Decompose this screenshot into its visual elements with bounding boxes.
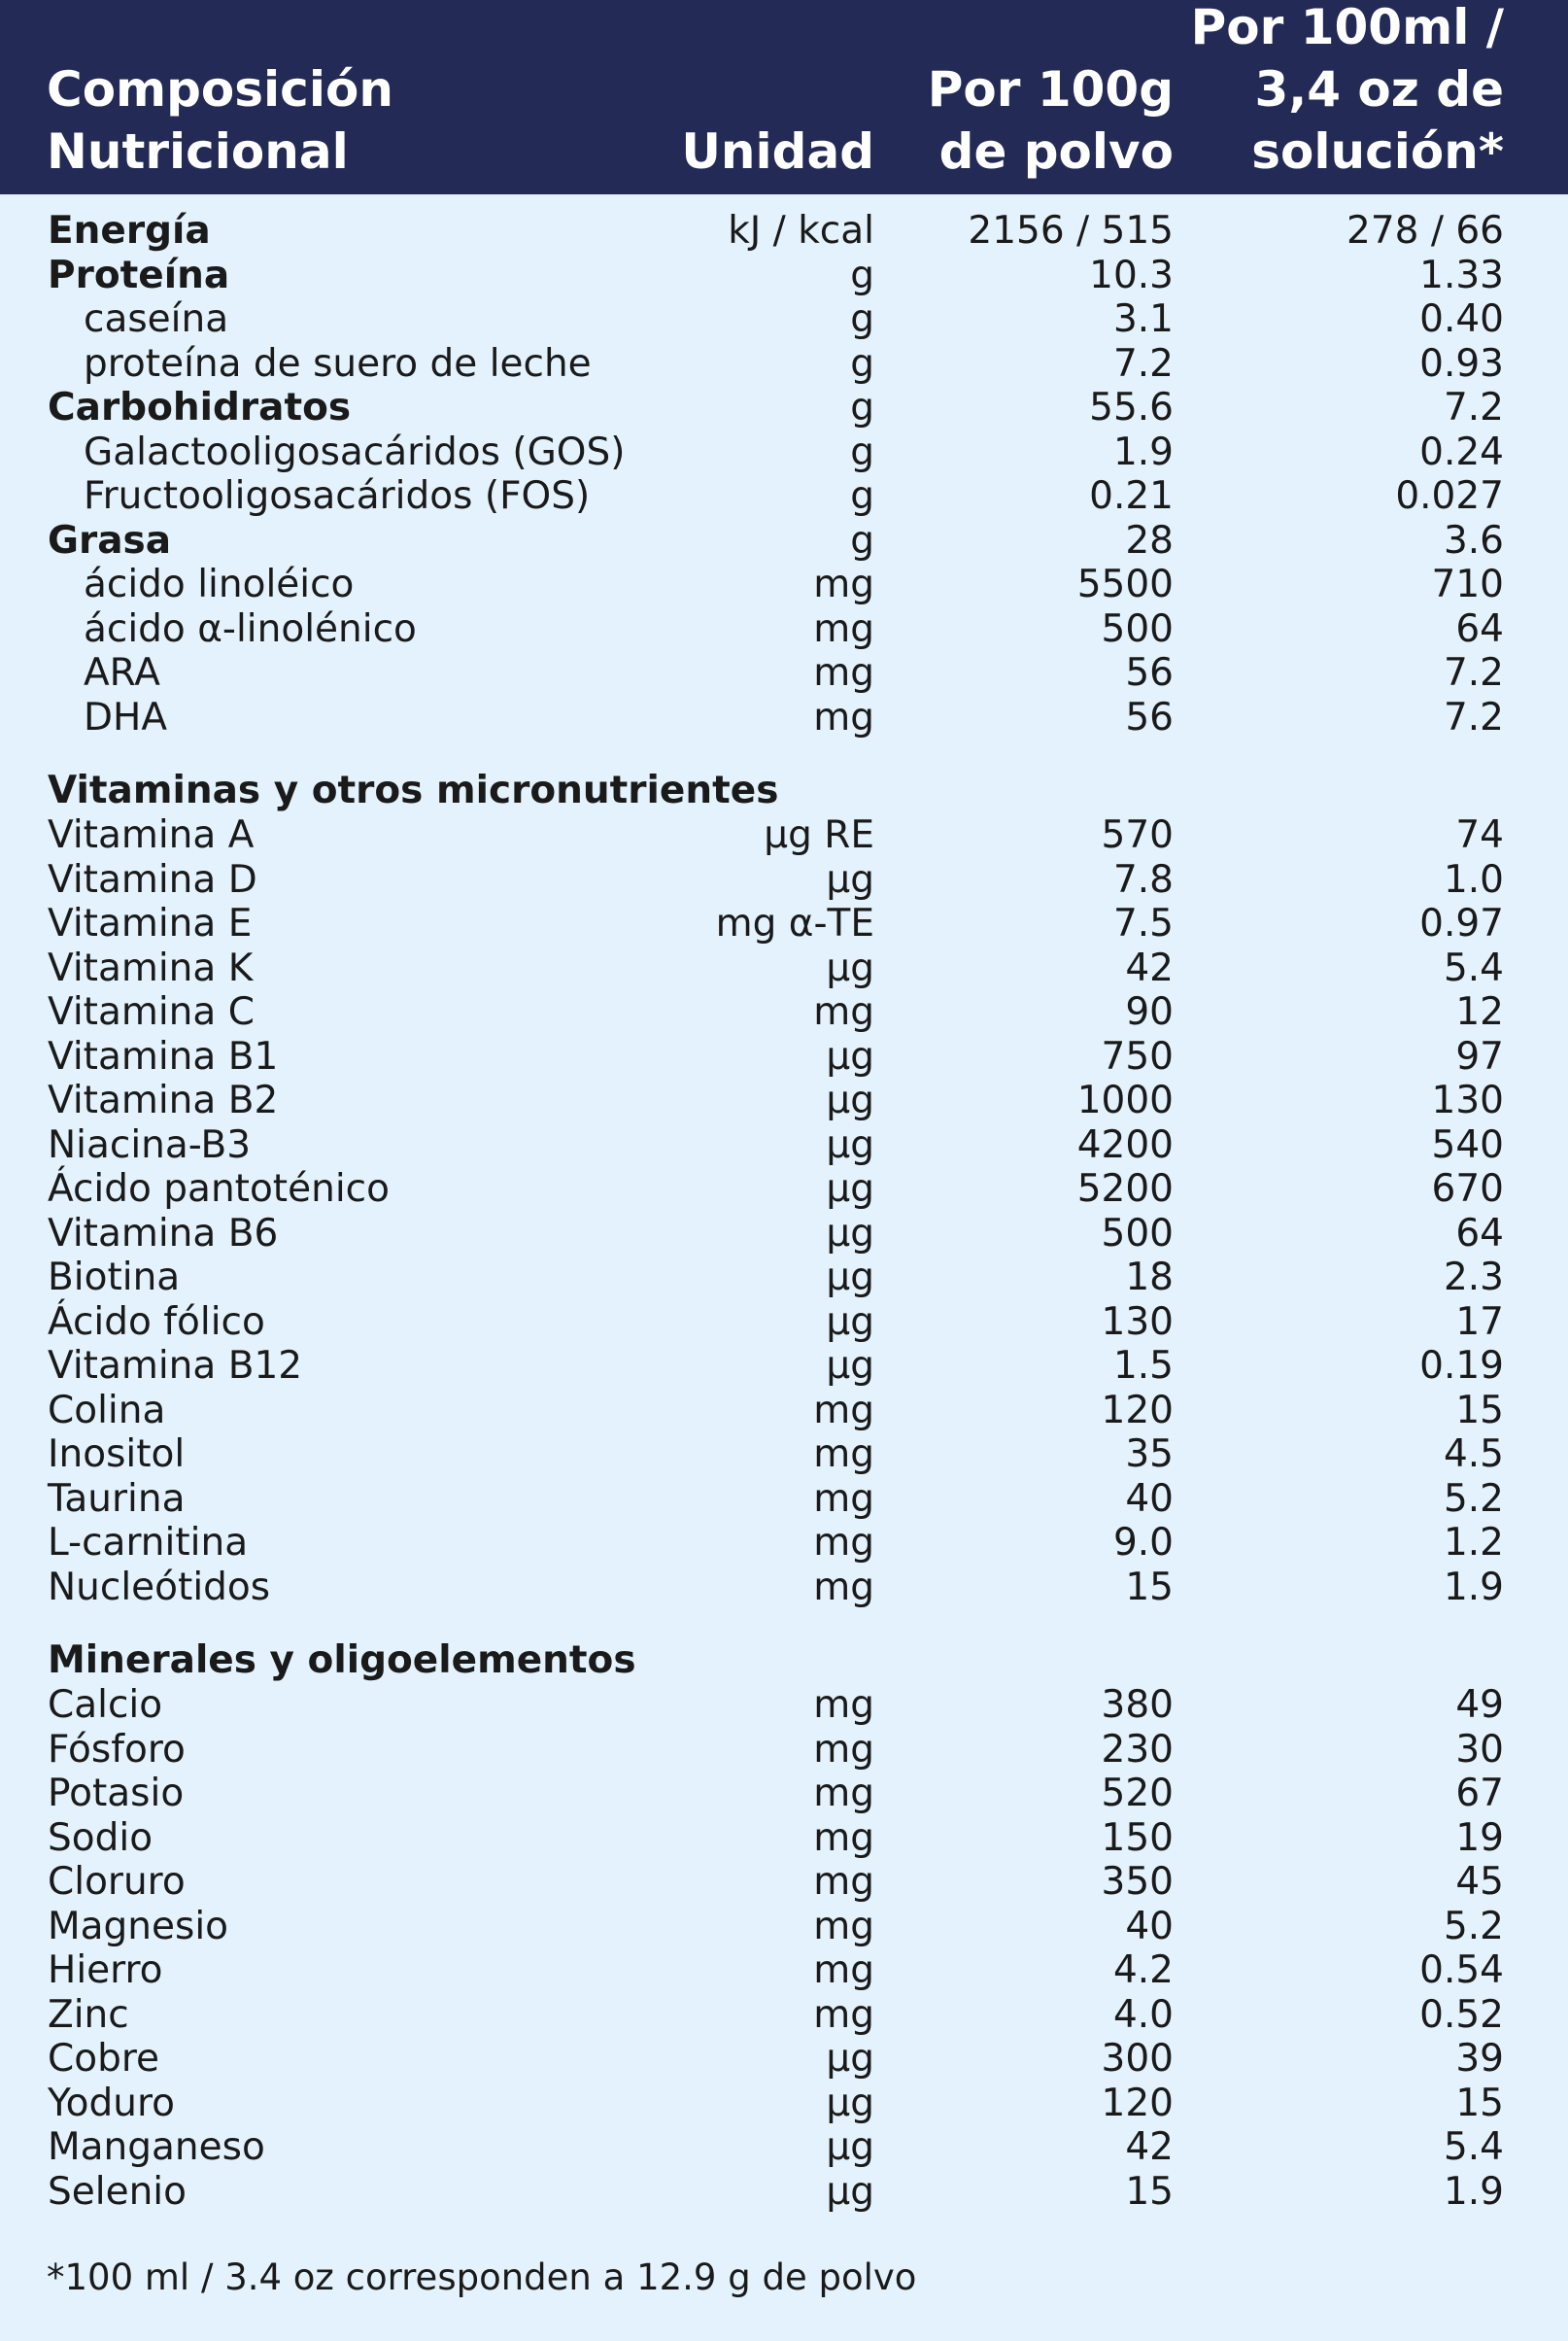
nutrient-name: Vitamina E [48,902,253,946]
table-row [0,1256,1568,1300]
nutrient-name: L-carnitina [48,1521,249,1565]
nutrient-unit: mg [813,695,874,740]
table-row [0,902,1568,947]
value-per-100g: 15 [1125,1565,1174,1609]
table-row [0,1993,1568,2038]
table-row [0,1905,1568,1949]
table-row [0,813,1568,858]
value-per-100g: 42 [1125,2125,1174,2169]
nutrient-name: Calcio [48,1683,163,1727]
nutrient-name: Magnesio [48,1904,229,1948]
value-per-100g: 380 [1101,1683,1174,1727]
nutrient-name: Taurina [48,1476,186,1521]
nutrient-unit: g [850,341,874,386]
nutrient-unit: mg [813,606,874,651]
nutrient-name: Vitamina B2 [48,1079,279,1122]
table-row [0,1683,1568,1728]
value-per-100g: 570 [1101,813,1174,857]
nutrient-unit: mg [813,1683,874,1727]
value-per-100ml: 1.9 [1443,2169,1504,2214]
nutrient-name: Galactooligosacáridos (GOS) [84,430,626,474]
table-row [0,342,1568,387]
nutrient-unit: mg [813,1815,874,1860]
value-per-100ml: 670 [1431,1167,1504,1211]
table-row [0,430,1568,475]
value-per-100ml: 49 [1455,1683,1504,1727]
value-per-100ml: 5.4 [1443,946,1504,990]
value-per-100ml: 12 [1455,990,1504,1034]
table-row [0,2170,1568,2215]
header-unit [681,120,874,183]
nutrient-unit: mg [813,1992,874,2037]
nutrient-unit: µg [826,2037,874,2081]
table-row [0,519,1568,564]
section-title-minerals [0,1638,1568,1683]
table-row [0,474,1568,519]
nutrient-unit: mg [813,1727,874,1772]
value-per-100g: 28 [1125,518,1174,563]
value-per-100g: 120 [1101,2081,1174,2125]
section-title-vitamins [0,769,1568,813]
table-header [0,0,1568,194]
table-row [0,1772,1568,1816]
footnote: *100 ml / 3.4 oz corresponden a 12.9 g de polvo [47,2256,917,2298]
value-per-100g: 4.0 [1112,1992,1174,2037]
nutrient-unit: µg [826,1299,874,1344]
value-per-100ml: 0.54 [1419,1948,1504,1992]
nutrition-table [0,209,1568,2214]
nutrient-unit: g [850,386,874,430]
nutrient-name: Niacina-B3 [48,1122,252,1167]
value-per-100ml: 64 [1455,606,1504,651]
table-row [0,563,1568,607]
value-per-100ml: 3.6 [1443,518,1504,563]
nutrient-unit: mg [813,990,874,1034]
value-per-100ml: 7.2 [1443,386,1504,430]
nutrient-unit: mg [813,1860,874,1904]
value-per-100ml: 5.2 [1443,1904,1504,1948]
nutrient-name: Grasa [48,518,172,563]
value-per-100ml: 0.52 [1419,1992,1504,2037]
table-row [0,947,1568,991]
table-row [0,1566,1568,1610]
value-per-100g: 500 [1101,606,1174,651]
value-per-100g: 7.8 [1112,857,1174,902]
nutrient-name: Vitamina B1 [48,1034,279,1079]
nutrient-name: Fósforo [48,1727,186,1772]
table-row [0,2082,1568,2126]
nutrient-name: Inositol [48,1432,186,1476]
nutrient-name: Hierro [48,1948,163,1992]
value-per-100g: 120 [1101,1388,1174,1432]
table-row [0,1123,1568,1168]
nutrient-unit: µg [826,1122,874,1167]
value-per-100ml: 1.9 [1443,1565,1504,1609]
value-per-100ml: 0.19 [1419,1344,1504,1388]
nutrient-unit: µg [826,2081,874,2125]
value-per-100g: 56 [1125,651,1174,695]
header-per-100g-line: Por 100g [927,61,1174,118]
table-row [0,386,1568,430]
value-per-100g: 3.1 [1112,297,1174,341]
nutrient-unit: µg [826,1167,874,1211]
table-row [0,607,1568,652]
table-row [0,1079,1568,1123]
value-per-100g: 10.3 [1089,253,1174,297]
table-row [0,1035,1568,1080]
nutrient-name: Zinc [48,1992,129,2037]
nutrient-name: Vitamina D [48,857,257,902]
value-per-100ml: 7.2 [1443,651,1504,695]
value-per-100g: 55.6 [1089,386,1174,430]
value-per-100ml: 0.40 [1419,297,1504,341]
value-per-100g: 15 [1125,2169,1174,2214]
nutrient-name: Ácido fólico [48,1299,265,1344]
table-row [0,1389,1568,1433]
nutrient-name: Vitamina A [48,813,255,857]
nutrient-unit: µg [826,1211,874,1256]
value-per-100ml: 5.2 [1443,1476,1504,1521]
value-per-100g: 40 [1125,1904,1174,1948]
table-row [0,1948,1568,1993]
table-row [0,254,1568,298]
value-per-100ml: 278 / 66 [1346,209,1504,253]
nutrient-unit: µg [826,946,874,990]
value-per-100ml: 5.4 [1443,2125,1504,2169]
table-row [0,858,1568,903]
macros-group [0,209,1568,740]
value-per-100g: 500 [1101,1211,1174,1256]
nutrient-name: Cobre [48,2037,160,2081]
nutrient-unit: µg [826,1079,874,1122]
nutrient-unit: µg [826,1034,874,1079]
value-per-100g: 1000 [1076,1079,1174,1122]
nutrient-name: Nucleótidos [48,1565,271,1609]
value-per-100ml: 0.97 [1419,902,1504,946]
value-per-100g: 42 [1125,946,1174,990]
value-per-100ml: 1.2 [1443,1521,1504,1565]
nutrient-unit: mg [813,1565,874,1609]
value-per-100ml: 39 [1455,2037,1504,2081]
nutrient-name: Cloruro [48,1860,186,1904]
header-per-100ml-line: solución* [1251,123,1504,180]
value-per-100ml: 15 [1455,1388,1504,1432]
nutrient-name: Vitamina B12 [48,1344,303,1388]
value-per-100g: 350 [1101,1860,1174,1904]
value-per-100g: 4200 [1076,1122,1174,1167]
value-per-100g: 1.9 [1112,430,1174,474]
value-per-100ml: 1.0 [1443,857,1504,902]
nutrient-name: Potasio [48,1772,185,1815]
value-per-100g: 5200 [1076,1167,1174,1211]
nutrient-unit: mg [813,1476,874,1521]
nutrient-name: Proteína [48,253,230,297]
value-per-100ml: 0.24 [1419,430,1504,474]
nutrient-unit: g [850,253,874,297]
value-per-100g: 35 [1125,1432,1174,1476]
value-per-100ml: 64 [1455,1211,1504,1256]
value-per-100ml: 67 [1455,1772,1504,1815]
table-row [0,1728,1568,1773]
nutrient-unit: g [850,297,874,341]
value-per-100g: 750 [1101,1034,1174,1079]
value-per-100ml: 45 [1455,1860,1504,1904]
value-per-100g: 40 [1125,1476,1174,1521]
table-row [0,1860,1568,1905]
table-row [0,990,1568,1035]
value-per-100ml: 0.027 [1395,474,1504,518]
value-per-100ml: 19 [1455,1815,1504,1860]
nutrient-unit: µg [826,857,874,902]
nutrient-unit: g [850,518,874,563]
value-per-100g: 150 [1101,1815,1174,1860]
nutrient-unit: mg [813,1904,874,1948]
value-per-100ml: 710 [1431,563,1504,606]
nutrient-name: Sodio [48,1815,153,1860]
table-row [0,2037,1568,2082]
nutrient-name: ácido linoléico [84,563,355,606]
nutrient-unit: mg [813,563,874,606]
value-per-100ml: 30 [1455,1727,1504,1772]
table-row [0,297,1568,342]
value-per-100ml: 1.33 [1419,253,1504,297]
header-title-line: Composición [47,61,393,118]
header-title-line: Nutricional [47,123,349,180]
value-per-100g: 5500 [1076,563,1174,606]
header-per-100ml [1191,0,1504,183]
nutrient-name: Fructooligosacáridos (FOS) [84,474,591,518]
table-row [0,1344,1568,1389]
nutrient-unit: mg [813,1388,874,1432]
table-row [0,696,1568,740]
nutrient-name: Manganeso [48,2125,265,2169]
nutrient-unit: g [850,430,874,474]
value-per-100ml: 15 [1455,2081,1504,2125]
table-row [0,1816,1568,1861]
value-per-100g: 90 [1125,990,1174,1034]
header-per-100ml-line: 3,4 oz de [1254,61,1504,118]
nutrient-name: proteína de suero de leche [84,341,592,386]
header-per-100ml-line: Por 100ml / [1190,0,1504,55]
table-row [0,1167,1568,1212]
nutrient-name: Biotina [48,1256,181,1299]
nutrient-name: Ácido pantoténico [48,1167,390,1211]
table-row [0,651,1568,696]
value-per-100g: 7.5 [1112,902,1174,946]
table-row [0,1477,1568,1522]
value-per-100g: 520 [1101,1772,1174,1815]
table-row [0,2125,1568,2170]
value-per-100ml: 130 [1431,1079,1504,1122]
nutrient-name: Vitamina K [48,946,254,990]
value-per-100g: 300 [1101,2037,1174,2081]
header-unit-label: Unidad [681,123,874,180]
value-per-100g: 1.5 [1112,1344,1174,1388]
vitamins-group [0,813,1568,1609]
nutrient-unit: g [850,474,874,518]
nutrient-name: caseína [84,297,229,341]
nutrient-unit: µg [826,2169,874,2214]
header-per-100g [928,58,1174,183]
value-per-100ml: 0.93 [1419,341,1504,386]
value-per-100g: 7.2 [1112,341,1174,386]
value-per-100ml: 74 [1455,813,1504,857]
nutrient-name: ácido α-linolénico [84,606,417,651]
nutrient-name: Carbohidratos [48,386,352,430]
nutrient-name: ARA [84,651,160,695]
value-per-100ml: 17 [1455,1299,1504,1344]
value-per-100ml: 540 [1431,1122,1504,1167]
nutrient-unit: mg [813,1521,874,1565]
value-per-100g: 18 [1125,1256,1174,1299]
nutrient-unit: mg α-TE [715,902,874,946]
nutrient-name: Vitamina B6 [48,1211,279,1256]
nutrient-name: Vitamina C [48,990,255,1034]
value-per-100g: 56 [1125,695,1174,740]
value-per-100ml: 4.5 [1443,1432,1504,1476]
section-title-text: Minerales y oligoelementos [48,1638,636,1682]
nutrient-unit: mg [813,1948,874,1992]
nutrient-name: DHA [84,695,168,740]
nutrient-name: Yoduro [48,2081,176,2125]
table-row [0,1300,1568,1345]
minerals-group [0,1683,1568,2214]
nutrient-unit: µg [826,1344,874,1388]
value-per-100ml: 2.3 [1443,1256,1504,1299]
table-row [0,1212,1568,1257]
header-per-100g-line: de polvo [938,123,1174,180]
value-per-100g: 9.0 [1112,1521,1174,1565]
value-per-100ml: 7.2 [1443,695,1504,740]
table-row [0,209,1568,254]
nutrient-unit: µg [826,1256,874,1299]
table-row [0,1521,1568,1566]
value-per-100g: 4.2 [1112,1948,1174,1992]
value-per-100g: 0.21 [1089,474,1174,518]
nutrient-unit: µg [826,2125,874,2169]
nutrient-name: Energía [48,209,211,253]
nutrient-name: Colina [48,1388,166,1432]
table-row [0,1432,1568,1477]
header-title [47,58,393,183]
value-per-100ml: 97 [1455,1034,1504,1079]
nutrient-unit: mg [813,651,874,695]
nutrient-unit: µg RE [764,813,874,857]
section-title-text: Vitaminas y otros micronutrientes [48,769,779,812]
value-per-100g: 130 [1101,1299,1174,1344]
value-per-100g: 230 [1101,1727,1174,1772]
nutrient-name: Selenio [48,2169,187,2214]
nutrient-unit: mg [813,1432,874,1476]
nutrient-unit: mg [813,1772,874,1815]
nutrient-unit: kJ / kcal [728,209,874,253]
value-per-100g: 2156 / 515 [968,209,1174,253]
